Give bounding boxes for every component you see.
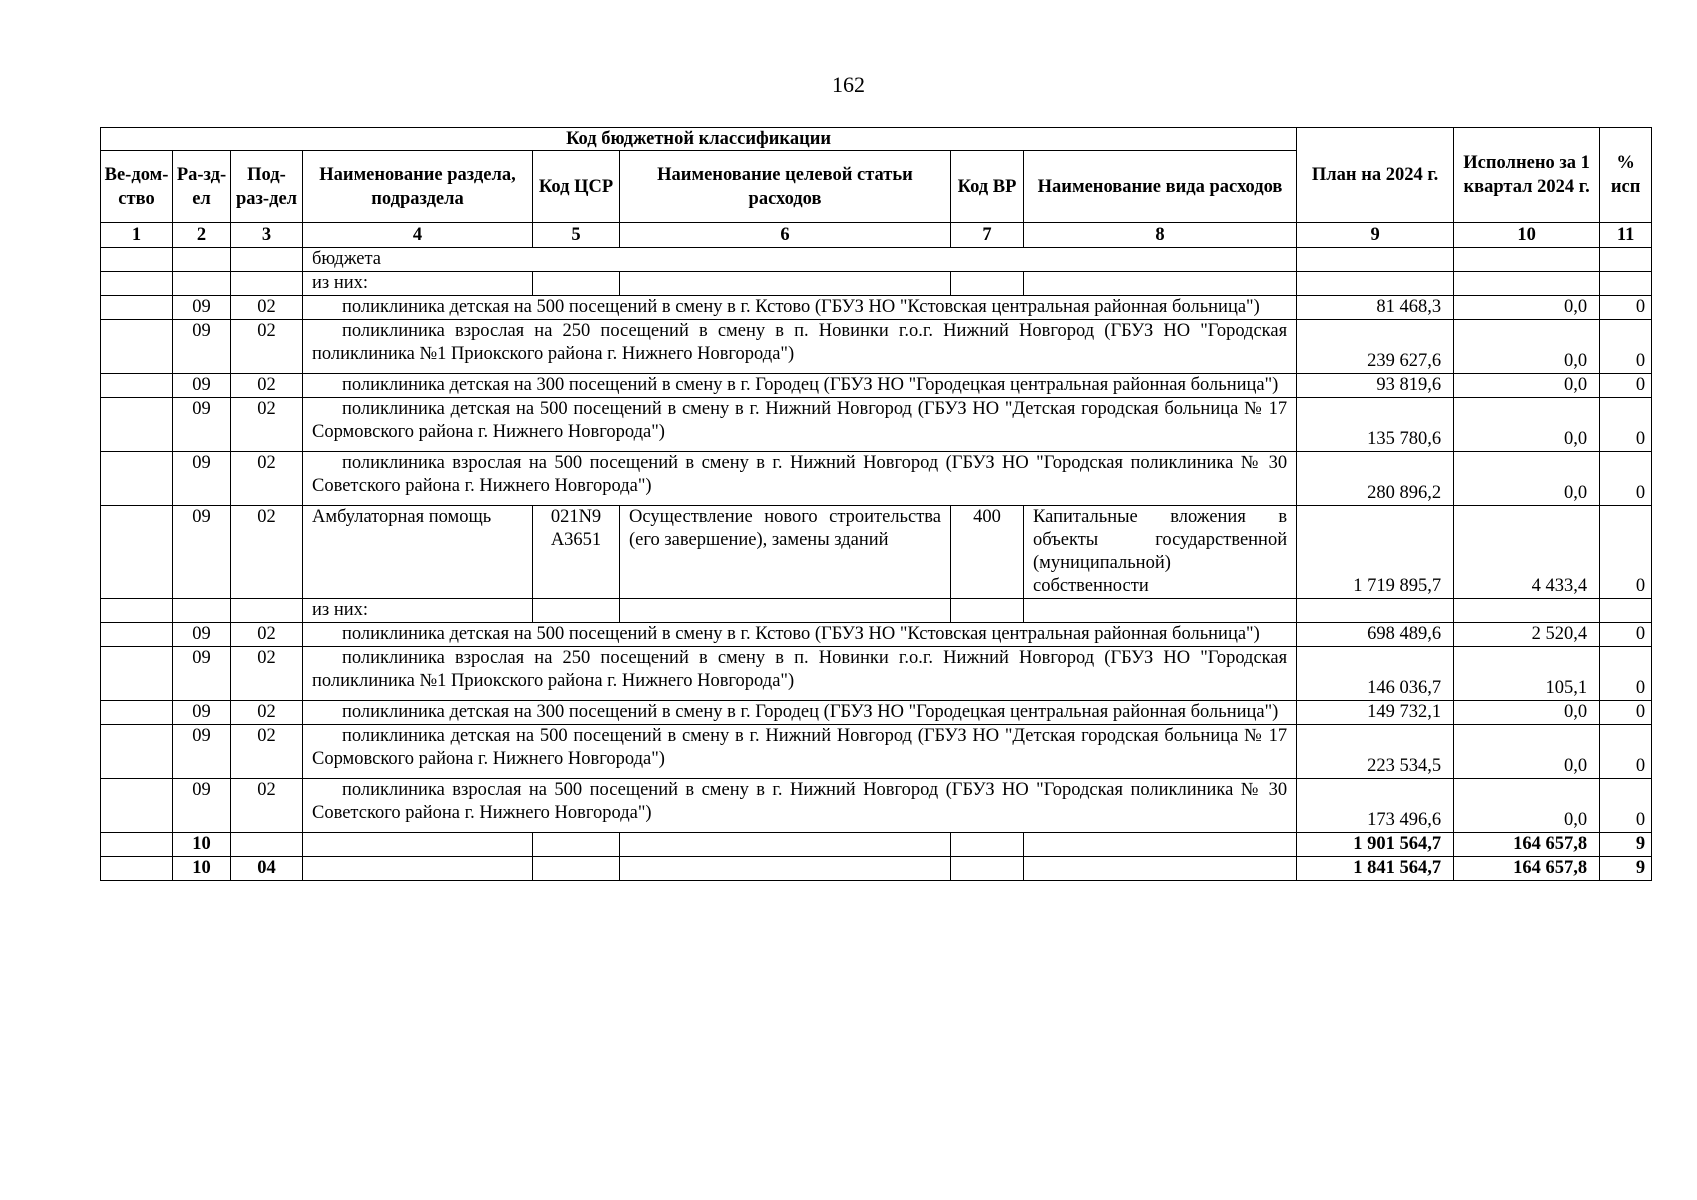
csr-cell: 021N9 А3651 [533, 506, 620, 599]
podrazdel-cell: 02 [231, 725, 303, 779]
column-number: 7 [951, 223, 1024, 248]
plan-cell: 239 627,6 [1297, 320, 1454, 374]
podrazdel-cell: 02 [231, 647, 303, 701]
table-row [101, 779, 1652, 833]
table-row [101, 398, 1652, 452]
header-vr-name: Наименование вида расходов [1024, 151, 1297, 223]
done-cell: 4 433,4 [1454, 506, 1600, 599]
plan-cell: 81 468,3 [1297, 296, 1454, 320]
row-text: из них: [303, 599, 533, 623]
header-target-name: Наименование целевой статьи расходов [620, 151, 951, 223]
header-razdel: Ра-зд-ел [173, 151, 231, 223]
table-row [101, 374, 1652, 398]
table-row [101, 296, 1652, 320]
table-row [101, 506, 1652, 599]
done-cell: 0,0 [1454, 725, 1600, 779]
column-number: 6 [620, 223, 951, 248]
column-numbers-row [101, 223, 1652, 248]
description-cell: поликлиника взрослая на 250 посещений в смену в п. Новинки г.о.г. Нижний Новгород (ГБУЗ НО "Городская поликлиника №1 Приокского района г. Нижнего Новгорода") [303, 320, 1297, 374]
header-vedomstvo: Ве-дом-ство [101, 151, 173, 223]
plan-cell: 146 036,7 [1297, 647, 1454, 701]
percent-cell: 0 [1600, 623, 1652, 647]
done-cell: 0,0 [1454, 296, 1600, 320]
razdel-cell: 09 [173, 725, 231, 779]
done-cell: 0,0 [1454, 779, 1600, 833]
plan-cell: 223 534,5 [1297, 725, 1454, 779]
percent-cell: 0 [1600, 779, 1652, 833]
plan-cell: 280 896,2 [1297, 452, 1454, 506]
table-row [101, 701, 1652, 725]
podrazdel-cell: 02 [231, 701, 303, 725]
column-number: 8 [1024, 223, 1297, 248]
plan-cell: 149 732,1 [1297, 701, 1454, 725]
target-name-cell: Осуществление нового строительства (его завершение), замены зданий [620, 506, 951, 599]
description-cell: поликлиника детская на 500 посещений в смену в г. Кстово (ГБУЗ НО "Кстовская центральная районная больница") [303, 623, 1297, 647]
plan-cell: 1 841 564,7 [1297, 857, 1454, 881]
description-cell: поликлиника детская на 300 посещений в смену в г. Городец (ГБУЗ НО "Городецкая центральная районная больница") [303, 374, 1297, 398]
total-row [101, 833, 1652, 857]
plan-cell: 173 496,6 [1297, 779, 1454, 833]
percent-cell: 0 [1600, 506, 1652, 599]
percent-cell: 9 [1600, 833, 1652, 857]
done-cell: 0,0 [1454, 452, 1600, 506]
vr-cell: 400 [951, 506, 1024, 599]
column-number: 3 [231, 223, 303, 248]
description-cell: поликлиника взрослая на 500 посещений в смену в г. Нижний Новгород (ГБУЗ НО "Городская поликлиника № 30 Советского района г. Нижнего Новгорода") [303, 779, 1297, 833]
vr-name-cell: Капитальные вложения в объекты государственной (муниципальной) собственности [1024, 506, 1297, 599]
total-row [101, 857, 1652, 881]
page-number: 162 [832, 72, 865, 97]
column-number: 2 [173, 223, 231, 248]
percent-cell: 0 [1600, 374, 1652, 398]
percent-cell: 0 [1600, 725, 1652, 779]
percent-cell: 0 [1600, 452, 1652, 506]
header-done: Исполнено за 1 квартал 2024 г. [1454, 128, 1600, 223]
header-section-name: Наименование раздела, подраздела [303, 151, 533, 223]
razdel-cell: 10 [173, 833, 231, 857]
done-cell: 0,0 [1454, 374, 1600, 398]
table-row [101, 452, 1652, 506]
razdel-cell: 09 [173, 701, 231, 725]
column-number: 9 [1297, 223, 1454, 248]
table-row [101, 320, 1652, 374]
description-cell: поликлиника взрослая на 500 посещений в смену в г. Нижний Новгород (ГБУЗ НО "Городская поликлиника № 30 Советского района г. Нижнего Новгорода") [303, 452, 1297, 506]
column-number: 5 [533, 223, 620, 248]
table-row [101, 248, 1652, 272]
description-cell: поликлиника детская на 300 посещений в смену в г. Городец (ГБУЗ НО "Городецкая центральная районная больница") [303, 701, 1297, 725]
podrazdel-cell: 02 [231, 779, 303, 833]
razdel-cell: 10 [173, 857, 231, 881]
plan-cell: 93 819,6 [1297, 374, 1454, 398]
razdel-cell: 09 [173, 779, 231, 833]
razdel-cell: 09 [173, 374, 231, 398]
plan-cell: 1 719 895,7 [1297, 506, 1454, 599]
percent-cell: 0 [1600, 647, 1652, 701]
plan-cell: 135 780,6 [1297, 398, 1454, 452]
table-row [101, 725, 1652, 779]
header-percent: % исп [1600, 128, 1652, 223]
percent-cell: 0 [1600, 296, 1652, 320]
row-text: бюджета [303, 248, 1297, 272]
header-plan: План на 2024 г. [1297, 128, 1454, 223]
column-number: 4 [303, 223, 533, 248]
table-header [101, 128, 1652, 223]
podrazdel-cell: 04 [231, 857, 303, 881]
table-row [101, 272, 1652, 296]
plan-cell: 698 489,6 [1297, 623, 1454, 647]
done-cell: 0,0 [1454, 398, 1600, 452]
table-body [101, 223, 1652, 881]
podrazdel-cell: 02 [231, 374, 303, 398]
description-cell: поликлиника детская на 500 посещений в смену в г. Нижний Новгород (ГБУЗ НО "Детская городская больница № 17 Сормовского района г. Нижнего Новгорода") [303, 398, 1297, 452]
description-cell: поликлиника детская на 500 посещений в смену в г. Кстово (ГБУЗ НО "Кстовская центральная районная больница") [303, 296, 1297, 320]
razdel-cell: 09 [173, 647, 231, 701]
table-row [101, 599, 1652, 623]
table-row [101, 623, 1652, 647]
percent-cell: 0 [1600, 701, 1652, 725]
podrazdel-cell: 02 [231, 452, 303, 506]
podrazdel-cell: 02 [231, 623, 303, 647]
header-group-title: Код бюджетной классификации [101, 128, 1297, 151]
column-number: 1 [101, 223, 173, 248]
description-cell: поликлиника детская на 500 посещений в смену в г. Нижний Новгород (ГБУЗ НО "Детская городская больница № 17 Сормовского района г. Нижнего Новгорода") [303, 725, 1297, 779]
podrazdel-cell: 02 [231, 296, 303, 320]
percent-cell: 0 [1600, 320, 1652, 374]
razdel-cell: 09 [173, 296, 231, 320]
percent-cell: 9 [1600, 857, 1652, 881]
razdel-cell: 09 [173, 506, 231, 599]
razdel-cell: 09 [173, 452, 231, 506]
column-number: 10 [1454, 223, 1600, 248]
plan-cell: 1 901 564,7 [1297, 833, 1454, 857]
razdel-cell: 09 [173, 623, 231, 647]
done-cell: 0,0 [1454, 701, 1600, 725]
header-csr: Код ЦСР [533, 151, 620, 223]
podrazdel-cell [231, 833, 303, 857]
podrazdel-cell: 02 [231, 320, 303, 374]
podrazdel-cell: 02 [231, 506, 303, 599]
header-vr: Код ВР [951, 151, 1024, 223]
done-cell: 105,1 [1454, 647, 1600, 701]
done-cell: 0,0 [1454, 320, 1600, 374]
description-cell: поликлиника взрослая на 250 посещений в смену в п. Новинки г.о.г. Нижний Новгород (ГБУЗ НО "Городская поликлиника №1 Приокского района г. Нижнего Новгорода") [303, 647, 1297, 701]
podrazdel-cell: 02 [231, 398, 303, 452]
row-text: из них: [303, 272, 533, 296]
table-row [101, 647, 1652, 701]
done-cell: 164 657,8 [1454, 833, 1600, 857]
budget-table [100, 127, 1652, 881]
percent-cell: 0 [1600, 398, 1652, 452]
done-cell: 164 657,8 [1454, 857, 1600, 881]
razdel-cell: 09 [173, 398, 231, 452]
razdel-cell: 09 [173, 320, 231, 374]
column-number: 11 [1600, 223, 1652, 248]
section-name-cell: Амбулаторная помощь [303, 506, 533, 599]
header-podrazdel: Под-раз-дел [231, 151, 303, 223]
done-cell: 2 520,4 [1454, 623, 1600, 647]
